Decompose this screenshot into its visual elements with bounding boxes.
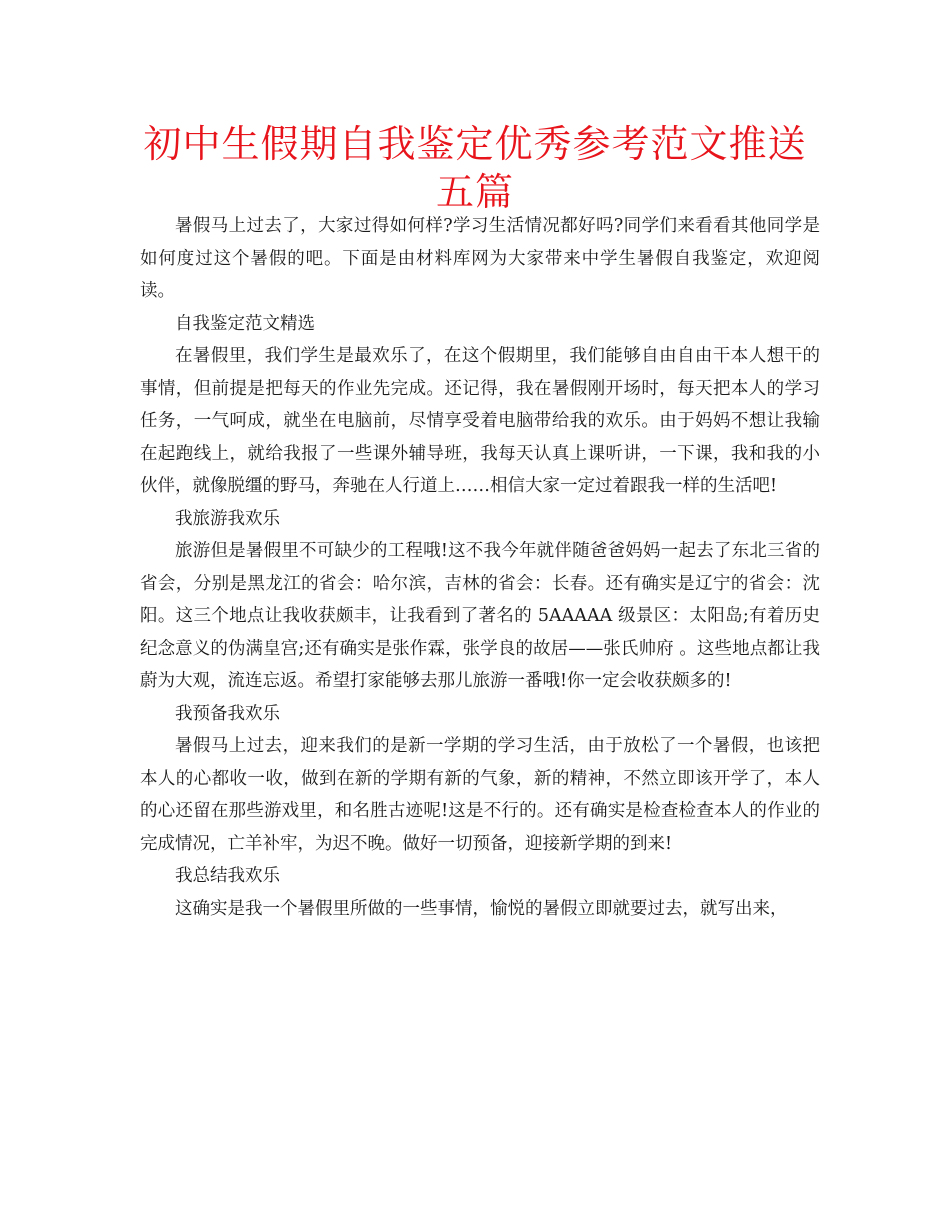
intro-paragraph: 暑假马上过去了，大家过得如何样?学习生活情况都好吗?同学们来看看其他同学是如何度过这个暑假的吧。下面是由材料库网为大家带来中学生暑假自我鉴定，欢迎阅读。: [140, 216, 820, 301]
body-paragraph: 旅游但是暑假里不可缺少的工程哦!这不我今年就伴随爸爸妈妈一起去了东北三省的省会，分别是黑龙江的省会：哈尔滨，吉林的省会：长春。还有确实是辽宁的省会：沈阳。这三个地点让我收获颇丰，让我看到了著名的 5AAAAA 级景区：太阳岛;有着历史纪念意义的伪满皇宫;还有确实是张作霖，张学良的故居——张氏帅府 。这些地点都让我蔚为大观，流连忘返。希望打家能够去那儿旅游一番哦!你一定会收获颇多的!: [140, 541, 820, 691]
section-heading: 我预备我欢乐: [175, 703, 280, 724]
section-heading: 我旅游我欢乐: [175, 508, 280, 529]
document-body: [140, 210, 820, 925]
body-paragraph: 暑假马上过去，迎来我们的是新一学期的学习生活，由于放松了一个暑假，也该把本人的心都收一收，做到在新的学期有新的气象，新的精神，不然立即该开学了，本人的心还留在那些游戏里，和名胜古迹呢!这是不行的。还有确实是检查检查本人的作业的完成情况，亡羊补牢，为迟不晚。做好一切预备，迎接新学期的到来!: [140, 736, 820, 854]
document-title: 初中生假期自我鉴定优秀参考范文推送五篇: [143, 122, 807, 214]
body-paragraph: 这确实是我一个暑假里所做的一些事情，愉悦的暑假立即就要过去，就写出来，: [175, 898, 788, 919]
section-heading: 我总结我欢乐: [175, 866, 280, 886]
body-paragraph: 在暑假里，我们学生是最欢乐了，在这个假期里，我们能够自由自由干本人想干的事情，但前提是把每天的作业先完成。还记得，我在暑假刚开场时，每天把本人的学习任务，一气呵成，就坐在电脑前，尽情享受着电脑带给我的欢乐。由于妈妈不想让我输在起跑线上，就给我报了一些课外辅导班，我每天认真上课听讲，一下课，我和我的小伙伴，就像脱缰的野马，奔驰在人行道上……相信大家一定过着跟我一样的生活吧!: [140, 346, 820, 496]
section-heading: 自我鉴定范文精选: [175, 313, 315, 334]
